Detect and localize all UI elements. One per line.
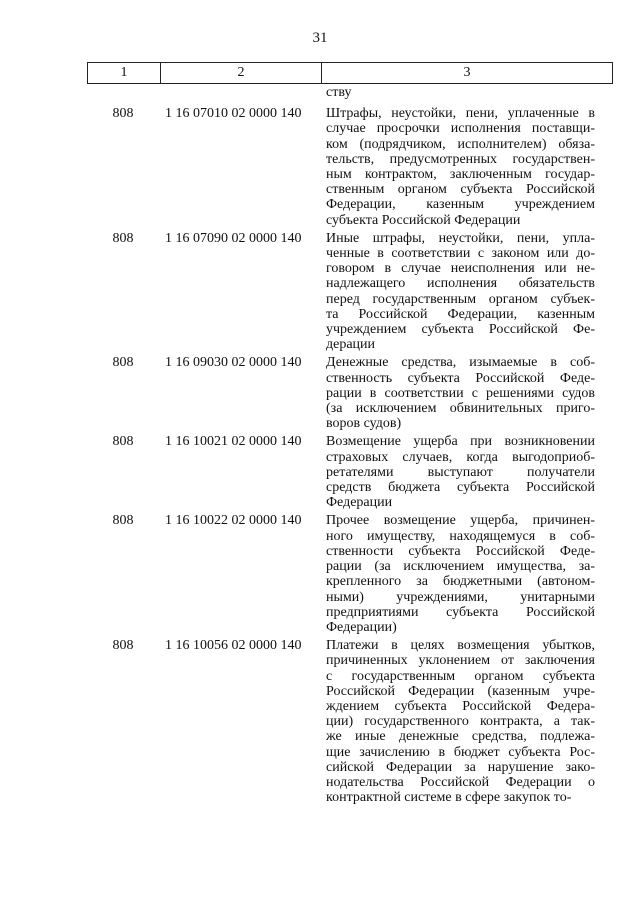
text-line: щие зачислению в бюджет субъекта Рос- <box>326 744 595 760</box>
text-line: ретателями выступают получатели <box>326 464 595 480</box>
text-line: ком (подрядчиком, исполнителем) обяза- <box>326 136 595 152</box>
text-line: случае просрочки исполнения поставщи- <box>326 121 595 137</box>
text-line: ции) государственного контракта, а так- <box>326 714 595 730</box>
text-line: ству <box>326 85 352 100</box>
budget-code: 1 16 07090 02 0000 140 <box>165 230 302 246</box>
table-row <box>87 638 613 805</box>
text-line: Федерации) <box>326 619 397 635</box>
table-row <box>87 231 613 353</box>
admin-code: 808 <box>112 434 134 450</box>
table-body <box>87 85 613 808</box>
admin-code: 808 <box>112 513 134 529</box>
income-description <box>319 513 613 635</box>
text-line: ждением субъекта Российской Федера- <box>326 698 595 714</box>
text-line: воров судов) <box>326 416 402 432</box>
text-line: ченные в соответствии с законом или до- <box>326 246 595 262</box>
text-line: Возмещение ущерба при возникновении <box>326 434 595 450</box>
table-row <box>87 513 613 635</box>
text-line: нодательства Российской Федерации о <box>326 774 595 790</box>
text-line: учреждением субъекта Российской Фе- <box>326 322 595 338</box>
text-line: Штрафы, неустойки, пени, уплаченные в <box>326 106 595 122</box>
text-line: страховых случаев, когда выгодоприоб- <box>326 449 595 465</box>
text-line: говором в случае неисполнения или не- <box>326 261 595 277</box>
header-col-1: 1 <box>88 63 161 83</box>
text-line: надлежащего исполнения обязательств <box>326 276 595 292</box>
text-line: предприятиями субъекта Российской <box>326 604 595 620</box>
text-line: Федерации, казенным учреждением <box>326 197 595 213</box>
table-row <box>87 355 613 431</box>
header-col-2: 2 <box>161 63 322 83</box>
text-line: сийской Федерации за нарушение зако- <box>326 759 595 775</box>
text-line: Иные штрафы, неустойки, пени, упла- <box>326 230 595 246</box>
text-line: же иные денежные средства, подлежа- <box>326 729 595 745</box>
text-line: ными) учреждениями, унитарными <box>326 589 595 605</box>
text-line: рации в соответствии с решениями судов <box>326 385 595 401</box>
text-line: причиненных уклонением от заключения <box>326 653 595 669</box>
admin-code: 808 <box>112 638 134 654</box>
text-line: субъекта Российской Федерации <box>326 212 521 228</box>
budget-code: 1 16 10056 02 0000 140 <box>165 638 302 654</box>
continuation-text <box>319 85 613 100</box>
text-line: контрактной системе в сфере закупок то- <box>326 790 572 806</box>
text-line: крепленного за бюджетными (автоном- <box>326 574 595 590</box>
text-line: Платежи в целях возмещения убытков, <box>326 638 595 654</box>
income-description <box>319 355 613 431</box>
text-line: Федерации <box>326 495 393 511</box>
table-row <box>87 106 613 228</box>
text-line: Денежные средства, изымаемые в соб- <box>326 355 595 371</box>
budget-code: 1 16 10021 02 0000 140 <box>165 434 302 450</box>
text-line: та Российской Федерации, казенным <box>326 306 595 322</box>
text-line: ственности субъекта Российской Феде- <box>326 543 595 559</box>
budget-code: 1 16 07010 02 0000 140 <box>165 106 302 122</box>
continuation-row <box>87 85 613 100</box>
income-description <box>319 638 613 805</box>
table-row <box>87 434 613 510</box>
text-line: дерации <box>326 337 376 353</box>
text-line: (за исключением обвинительных приго- <box>326 401 595 417</box>
text-line: тельств, предусмотренных государствен- <box>326 151 595 167</box>
income-description <box>319 106 613 228</box>
text-line: ственность субъекта Российской Феде- <box>326 370 595 386</box>
admin-code: 808 <box>112 106 134 122</box>
budget-code: 1 16 10022 02 0000 140 <box>165 513 302 529</box>
text-line: с государственным органом субъекта <box>326 668 595 684</box>
admin-code: 808 <box>112 355 134 371</box>
income-description <box>319 434 613 510</box>
text-line: Российской Федерации (казенным учре- <box>326 683 595 699</box>
admin-code: 808 <box>112 230 134 246</box>
budget-code: 1 16 09030 02 0000 140 <box>165 355 302 371</box>
table-header <box>87 62 613 84</box>
text-line: ным контрактом, заключенным государ- <box>326 167 595 183</box>
header-col-3: 3 <box>463 65 471 80</box>
text-line: ного имуществу, находящемуся в соб- <box>326 528 595 544</box>
text-line: средств бюджета субъекта Российской <box>326 480 595 496</box>
text-line: Прочее возмещение ущерба, причинен- <box>326 513 595 529</box>
text-line: ственным органом субъекта Российской <box>326 182 595 198</box>
text-line: рации (за исключением имущества, за- <box>326 559 595 575</box>
page-number: 31 <box>312 30 328 46</box>
text-line: перед государственным органом субъек- <box>326 291 595 307</box>
income-description <box>319 231 613 353</box>
